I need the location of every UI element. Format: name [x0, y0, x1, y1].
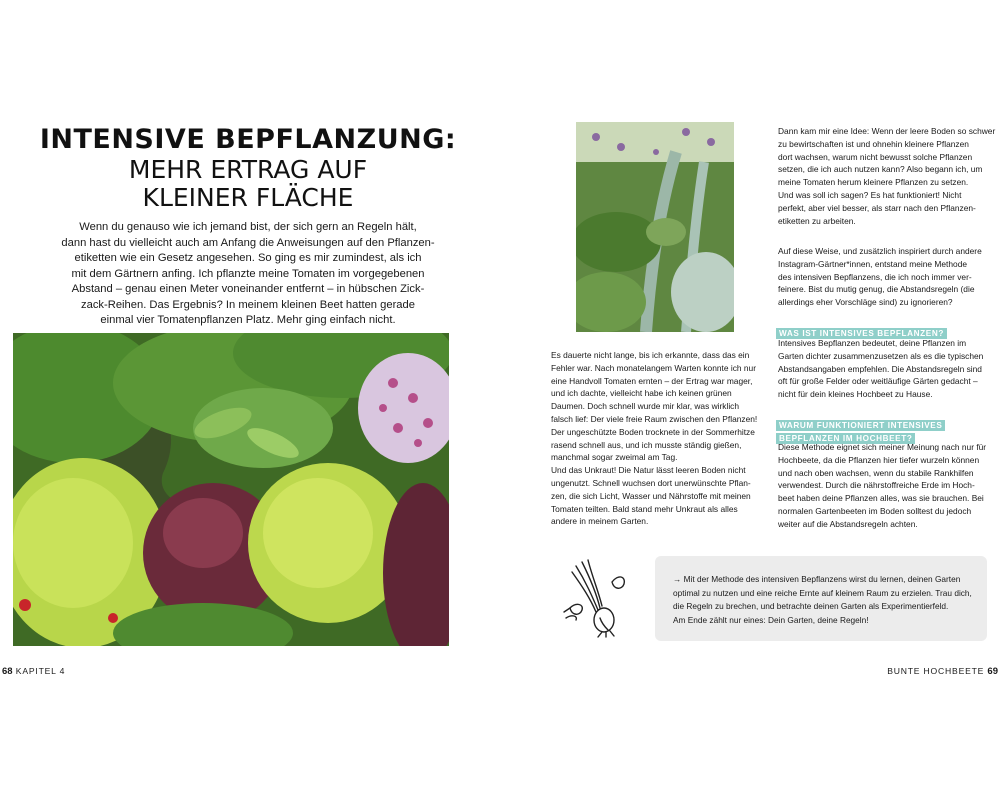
footer-right	[887, 666, 998, 677]
page-number-right: 69	[987, 666, 998, 677]
text-line: Garten dichter zusammenzusetzen als es die typischen	[778, 350, 984, 361]
intro-line: einmal vier Tomatenpflanzen Platz. Mehr ging einfach nicht.	[100, 314, 396, 326]
intro-line: Wenn du genauso wie ich jemand bist, der sich gern an Regeln hält,	[79, 221, 417, 233]
text-line: Instagram-Gärtner*innen, entstand meine Methode	[778, 258, 968, 269]
text-line: Und das Unkraut! Die Natur lässt leeren Boden nicht	[551, 465, 746, 476]
chapter-label: KAPITEL 4	[15, 666, 66, 676]
tip-line: die Regeln zu brechen, und betrachte deinen Garten als Experimentierfeld.	[673, 601, 949, 611]
text-line: Daumen. Doch schnell wurde mir klar, was wirklich	[551, 401, 740, 412]
column-text-3	[778, 245, 993, 309]
text-line: allerdings eher Vorschläge sind) zu ignorieren?	[778, 297, 953, 308]
text-line: und nach oben wachsen, wenn du stabile Rankhilfen	[778, 467, 974, 478]
garden-bed-photo	[13, 333, 449, 646]
text-line: zu bewirtschaften ist und ohnehin kleinere Pflanzen	[778, 138, 969, 149]
column-text-5	[778, 441, 993, 531]
tip-line: optimal zu nutzen und eine reiche Ernte auf kleinem Raum zu erzielen. Trau dich,	[673, 587, 972, 598]
title-line-2: MEHR ERTRAG AUF	[128, 155, 368, 184]
title-line-3: KLEINER FLÄCHE	[142, 183, 354, 212]
text-line: oft für große Felder oder weitläufige Gärten gedacht –	[778, 376, 978, 387]
text-line: verwendest. Durch die nährstoffreiche Erde im Hoch-	[778, 480, 975, 491]
column-text-4	[778, 337, 993, 401]
intro-line: etiketten wie ein Gesetz angesehen. So ging es mir zumindest, als ich	[74, 252, 422, 264]
section-label: BUNTE HOCHBEETE	[887, 666, 985, 676]
tip-line: → Mit der Methode des intensiven Bepflanzens wirst du lernen, deinen Garten	[673, 574, 961, 584]
intro-line: zack-Reihen. Das Ergebnis? In meinem kleinen Beet hatten gerade	[81, 298, 415, 311]
text-line: Und was soll ich sagen? Es hat funktioniert! Nicht	[778, 189, 962, 200]
text-line: rasend schnell aus, und ich musste ständig gießen,	[551, 439, 742, 450]
text-line: falsch lief: Der viele freie Raum zwischen den Pflanzen!	[551, 413, 758, 424]
page-number-left: 68	[2, 666, 13, 677]
text-line: andere in meinem Garten.	[551, 516, 649, 527]
text-line: Fehler war. Nach monatelangem Warten konnte ich nur	[551, 362, 756, 373]
title-line-1: INTENSIVE BEPFLANZUNG:	[39, 124, 457, 155]
column-text-1	[551, 349, 761, 528]
column-text-2	[778, 125, 996, 227]
onion-herb-illustration	[562, 558, 634, 638]
intro-line: dann hast du vielleicht auch am Anfang die Anweisungen auf den Pflanzen-	[61, 236, 435, 249]
text-line: Auf diese Weise, und zusätzlich inspiriert durch andere	[778, 246, 982, 256]
text-line: beet haben deine Pflanzen alles, was sie brauchen. Bei	[778, 493, 984, 504]
text-line: etiketten zu arbeiten.	[778, 215, 856, 226]
text-line: manchmal sogar zweimal am Tag.	[551, 452, 678, 463]
text-line: und ich dachte, vielleicht habe ich keinen grünen	[551, 388, 732, 399]
intro-line: Abstand – genau einen Meter voneinander entfernt – in hübschen Zick-	[71, 283, 425, 295]
text-line: Es dauerte nicht lange, bis ich erkannte, dass das ein	[551, 350, 750, 360]
footer-left	[2, 666, 65, 677]
intro-paragraph	[48, 220, 448, 329]
herbs-photo	[576, 122, 734, 332]
text-line: feinere. Bist du mutig genug, die Abstandsregeln (die	[778, 284, 975, 295]
text-line: Tomaten teilten. Bald stand mehr Unkraut als alles	[551, 503, 738, 514]
heading-tag: WARUM FUNKTIONIERT INTENSIVES	[776, 420, 945, 431]
text-line: Abstandsangaben empfehlen. Die Abstandsregeln sind	[778, 363, 982, 374]
text-line: Hochbeete, da die Pflanzen hier tiefer wurzeln können	[778, 454, 980, 465]
text-line: eine Handvoll Tomaten ernten – der Ertrag war mager,	[551, 375, 753, 386]
text-line: Diese Methode eignet sich meiner Meinung nach nur für	[778, 442, 987, 452]
text-line: des intensiven Bepflanzens, die ich noch immer ver-	[778, 271, 972, 282]
text-line: Dann kam mir eine Idee: Wenn der leere Boden so schwer	[778, 126, 996, 136]
text-line: perfekt, aber viel besser, als starr nach den Pflanzen-	[778, 202, 976, 213]
intro-line: mit dem Gärtnern anfing. Ich pflanzte meine Tomaten im vorgegebenen	[71, 267, 425, 280]
heading-tag: BEPFLANZEN IM HOCHBEET?	[776, 433, 915, 444]
heading-tag: WAS IST INTENSIVES BEPFLANZEN?	[776, 328, 947, 339]
text-line: ungenutzt. Schnell wuchsen dort unerwünschte Pflan-	[551, 477, 751, 488]
text-line: nicht für dein kleines Hochbeet zu Hause.	[778, 389, 933, 400]
page-title	[20, 124, 476, 212]
text-line: dort wachsen, warum nicht bewusst solche Pflanzen	[778, 151, 973, 162]
tip-line: Am Ende zählt nur eines: Dein Garten, deine Regeln!	[673, 614, 869, 625]
text-line: weiter auf die Abstandsregeln achten.	[778, 518, 918, 529]
text-line: zen, die sich Licht, Wasser und Nährstoffe mit meinen	[551, 490, 751, 501]
text-line: Intensives Bepflanzen bedeutet, deine Pflanzen im	[778, 338, 967, 348]
text-line: setzen, die ich auch nutzen kann? Also begann ich, um	[778, 164, 983, 175]
text-line: Der ungeschützte Boden trocknete in der Sommerhitze	[551, 426, 755, 437]
tip-text	[673, 573, 978, 627]
text-line: meine Tomaten herum kleinere Pflanzen zu setzen.	[778, 177, 969, 188]
text-line: normalen Gartenbeeten im Boden solltest du jedoch	[778, 505, 972, 516]
